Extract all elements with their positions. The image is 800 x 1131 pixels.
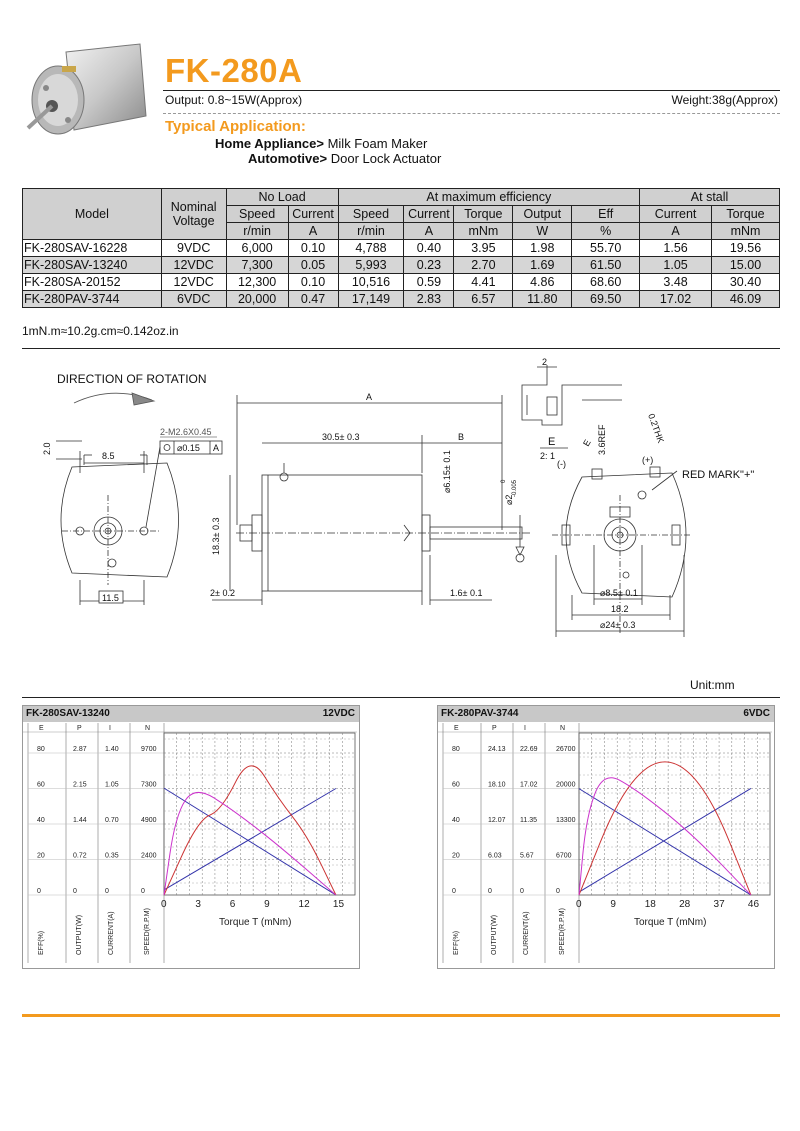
cell: 2.70 bbox=[454, 257, 513, 274]
cell: 0.59 bbox=[404, 274, 454, 291]
x-tick-label: 6 bbox=[229, 899, 236, 910]
cell: 2.83 bbox=[404, 291, 454, 308]
scale-value: 12.07 bbox=[488, 817, 506, 824]
scale-value: 6.03 bbox=[488, 852, 502, 860]
scale-value: 24.13 bbox=[488, 746, 506, 753]
th-sub: Current bbox=[640, 206, 712, 223]
scale-value: 0 bbox=[73, 888, 77, 895]
scale-value: 40 bbox=[37, 817, 45, 824]
plot-frame bbox=[164, 733, 355, 895]
cell: 1.56 bbox=[640, 240, 712, 257]
col-head: N bbox=[145, 725, 151, 732]
dim-b: B bbox=[458, 432, 465, 442]
application-home bbox=[215, 136, 427, 151]
dim-2-0: 2.0 bbox=[42, 442, 52, 455]
cell: 12VDC bbox=[161, 274, 226, 291]
th-unit: r/min bbox=[338, 223, 404, 240]
cell: 17,149 bbox=[338, 291, 404, 308]
x-axis-label: Torque T (mNm) bbox=[219, 917, 292, 928]
scale-value: 11.35 bbox=[520, 817, 537, 824]
series-eff-line bbox=[579, 778, 751, 895]
cell-model: FK-280SAV-13240 bbox=[23, 257, 162, 274]
cell: 61.50 bbox=[572, 257, 640, 274]
scale-value: 60 bbox=[452, 781, 460, 789]
x-tick-label: 18 bbox=[644, 899, 656, 910]
cell: 0.23 bbox=[404, 257, 454, 274]
series-output-w-line bbox=[164, 766, 336, 895]
th-unit: A bbox=[288, 223, 338, 240]
torque-conversion: 1mN.m≈10.2g.cm≈0.142oz.in bbox=[22, 324, 179, 338]
scale-value: 4900 bbox=[141, 817, 157, 824]
th-nominal: Nominal bbox=[170, 200, 217, 214]
scale-value: 0 bbox=[556, 888, 560, 895]
th-sub: Current bbox=[404, 206, 454, 223]
scale-value: 0.72 bbox=[73, 852, 87, 860]
table-row bbox=[23, 257, 780, 274]
cell: 46.09 bbox=[712, 291, 780, 308]
cell: 0.05 bbox=[288, 257, 338, 274]
end-view-left bbox=[61, 451, 179, 585]
col-head: I bbox=[524, 725, 526, 732]
x-axis-label: Torque T (mNm) bbox=[634, 917, 707, 928]
col-head: P bbox=[77, 725, 82, 732]
scale-value: 0.35 bbox=[105, 852, 119, 860]
x-tick-label: 37 bbox=[713, 899, 725, 910]
scale-value: 20000 bbox=[556, 781, 576, 789]
dim-shaft-tol-bot: -0.005 bbox=[512, 479, 518, 497]
th-unit: mNm bbox=[454, 223, 513, 240]
tol-datum: A bbox=[213, 443, 220, 453]
cell: 11.80 bbox=[513, 291, 572, 308]
scale-value: 7300 bbox=[141, 781, 157, 789]
cell: 15.00 bbox=[712, 257, 780, 274]
axis-label: EFF(%) bbox=[453, 930, 460, 955]
dim-8-5: 8.5 bbox=[102, 451, 115, 461]
col-head: E bbox=[454, 725, 459, 732]
dimension-drawing bbox=[22, 355, 780, 665]
unit-label: Unit:mm bbox=[690, 678, 735, 692]
scale-value: 0 bbox=[37, 888, 41, 895]
cell: 4.41 bbox=[454, 274, 513, 291]
output-spec: Output: 0.8~15W(Approx) bbox=[165, 93, 303, 107]
th-sub: Speed bbox=[226, 206, 288, 223]
cell: 0.47 bbox=[288, 291, 338, 308]
scale-value: 1.44 bbox=[73, 817, 87, 824]
cell: 6VDC bbox=[161, 291, 226, 308]
th-sub: Output bbox=[513, 206, 572, 223]
scale-value: 6700 bbox=[556, 852, 572, 860]
dim-2: 2 bbox=[542, 357, 548, 367]
cell: 1.69 bbox=[513, 257, 572, 274]
detail-e-mark: E bbox=[581, 437, 593, 448]
cell-model: FK-280SAV-16228 bbox=[23, 240, 162, 257]
col-head: N bbox=[560, 725, 566, 732]
x-tick-label: 12 bbox=[298, 899, 310, 910]
application-use: Door Lock Actuator bbox=[330, 151, 442, 166]
header-rule bbox=[163, 90, 780, 91]
graph-voltage: 12VDC bbox=[322, 708, 355, 719]
axis-label: SPEED(R.P.M) bbox=[144, 908, 151, 955]
col-head: P bbox=[492, 725, 497, 732]
cell-model: FK-280PAV-3744 bbox=[23, 291, 162, 308]
x-tick-label: 3 bbox=[195, 899, 201, 910]
scale-value: 0 bbox=[141, 888, 145, 895]
dim-18-2: 18.2 bbox=[611, 604, 629, 614]
application-category: Home Appliance> bbox=[215, 136, 324, 151]
scale-value: 2.87 bbox=[73, 746, 87, 753]
cell-model: FK-280SA-20152 bbox=[23, 274, 162, 291]
performance-graph bbox=[22, 705, 360, 969]
cell: 1.05 bbox=[640, 257, 712, 274]
detail-view-e bbox=[522, 365, 622, 425]
scale-value: 80 bbox=[37, 746, 45, 753]
application-use: Milk Foam Maker bbox=[327, 136, 428, 151]
performance-graph bbox=[437, 705, 775, 969]
x-tick-label: 9 bbox=[264, 899, 270, 910]
dim-2-02: 2± 0.2 bbox=[210, 588, 235, 598]
scale-value: 1.40 bbox=[105, 746, 119, 753]
section-rule bbox=[22, 697, 780, 698]
x-tick-label: 0 bbox=[576, 899, 582, 910]
scale-value: 13300 bbox=[556, 817, 576, 824]
th-unit: % bbox=[572, 223, 640, 240]
scale-value: 0 bbox=[452, 888, 456, 895]
th-sub: Speed bbox=[338, 206, 404, 223]
cell: 12VDC bbox=[161, 257, 226, 274]
cell: 6.57 bbox=[454, 291, 513, 308]
spec-table bbox=[22, 188, 780, 308]
th-nominal-voltage bbox=[161, 189, 226, 240]
graph-voltage: 6VDC bbox=[743, 708, 770, 719]
cell: 19.56 bbox=[712, 240, 780, 257]
graph-model: FK-280SAV-13240 bbox=[26, 708, 110, 719]
scale-value: 20 bbox=[37, 852, 45, 860]
terminal-plus: (+) bbox=[642, 455, 654, 465]
axis-label: EFF(%) bbox=[38, 930, 45, 955]
cell: 6,000 bbox=[226, 240, 288, 257]
cell: 20,000 bbox=[226, 291, 288, 308]
side-view bbox=[236, 463, 532, 591]
scale-value: 0 bbox=[520, 888, 524, 895]
ref-3-6: 3.6REF bbox=[597, 424, 607, 455]
screw-note: 2-M2.6X0.45 bbox=[160, 427, 212, 437]
dim-6-15: ⌀6.15± 0.1 bbox=[442, 450, 452, 493]
dim-shaft-tol-top: 0 bbox=[501, 479, 507, 483]
cell: 4.86 bbox=[513, 274, 572, 291]
cell: 7,300 bbox=[226, 257, 288, 274]
product-title: FK-280A bbox=[165, 52, 303, 89]
th-unit: A bbox=[640, 223, 712, 240]
x-tick-label: 0 bbox=[161, 899, 167, 910]
table-row bbox=[23, 274, 780, 291]
th-sub: Torque bbox=[454, 206, 513, 223]
graph-model: FK-280PAV-3744 bbox=[441, 708, 519, 719]
scale-value: 22.69 bbox=[520, 746, 538, 753]
detail-scale: 2: 1 bbox=[540, 451, 556, 461]
dim-1-6: 1.6± 0.1 bbox=[450, 588, 483, 598]
axis-label: SPEED(R.P.M) bbox=[559, 908, 566, 955]
graph-title-bar bbox=[23, 706, 359, 722]
dim-a: A bbox=[366, 392, 373, 402]
dim-30-5: 30.5± 0.3 bbox=[322, 432, 360, 442]
cell: 3.95 bbox=[454, 240, 513, 257]
axis-label: OUTPUT(W) bbox=[491, 914, 498, 955]
axis-label: OUTPUT(W) bbox=[76, 914, 83, 955]
footer-rule bbox=[22, 1014, 780, 1017]
th-sub: Current bbox=[288, 206, 338, 223]
th-no-load: No Load bbox=[226, 189, 338, 206]
axis-label: CURRENT(A) bbox=[108, 911, 115, 955]
scale-value: 60 bbox=[37, 781, 45, 789]
cell: 10,516 bbox=[338, 274, 404, 291]
cell: 17.02 bbox=[640, 291, 712, 308]
cell: 3.48 bbox=[640, 274, 712, 291]
dim-11-5: 11.5 bbox=[102, 593, 119, 603]
scale-value: 2400 bbox=[141, 852, 157, 860]
th-voltage: Voltage bbox=[172, 214, 215, 228]
weight-spec: Weight:38g(Approx) bbox=[671, 93, 778, 107]
thk-0-2: 0.2THK bbox=[646, 412, 666, 445]
cell: 1.98 bbox=[513, 240, 572, 257]
cell: 68.60 bbox=[572, 274, 640, 291]
scale-value: 40 bbox=[452, 817, 460, 824]
graph-canvas bbox=[438, 723, 774, 968]
scale-value: 26700 bbox=[556, 746, 576, 753]
cell: 0.40 bbox=[404, 240, 454, 257]
dim-18-3: 18.3± 0.3 bbox=[211, 517, 221, 555]
cell: 9VDC bbox=[161, 240, 226, 257]
scale-value: 1.05 bbox=[105, 781, 119, 789]
scale-value: 9700 bbox=[141, 746, 157, 753]
scale-value: 18.10 bbox=[488, 781, 506, 789]
scale-value: 20 bbox=[452, 852, 460, 860]
cell: 0.10 bbox=[288, 240, 338, 257]
direction-label: DIRECTION OF ROTATION bbox=[57, 372, 207, 386]
dim-8-5-right: ⌀8.5± 0.1 bbox=[600, 588, 638, 598]
red-mark-label: RED MARK"+" bbox=[682, 469, 755, 481]
cell: 4,788 bbox=[338, 240, 404, 257]
scale-value: 0 bbox=[105, 888, 109, 895]
detail-e-label: E bbox=[548, 436, 556, 448]
table-row bbox=[23, 291, 780, 308]
th-unit: W bbox=[513, 223, 572, 240]
tol-position: ⌀0.15 bbox=[177, 443, 200, 453]
cell: 5,993 bbox=[338, 257, 404, 274]
th-unit: A bbox=[404, 223, 454, 240]
col-head: E bbox=[39, 725, 44, 732]
cell: 0.10 bbox=[288, 274, 338, 291]
motor-photo bbox=[22, 42, 150, 146]
x-tick-label: 15 bbox=[332, 899, 345, 910]
x-tick-label: 28 bbox=[679, 899, 691, 910]
scale-value: 2.15 bbox=[73, 781, 87, 789]
col-head: I bbox=[109, 725, 111, 732]
application-category: Automotive> bbox=[248, 151, 328, 166]
cell: 12,300 bbox=[226, 274, 288, 291]
application-automotive bbox=[248, 151, 441, 166]
th-unit: r/min bbox=[226, 223, 288, 240]
scale-value: 17.02 bbox=[520, 781, 538, 789]
scale-value: 0 bbox=[488, 888, 492, 895]
cell: 30.40 bbox=[712, 274, 780, 291]
th-unit: mNm bbox=[712, 223, 780, 240]
scale-value: 5.67 bbox=[520, 852, 534, 860]
th-sub: Torque bbox=[712, 206, 780, 223]
th-stall: At stall bbox=[640, 189, 780, 206]
series-output-w-line bbox=[579, 762, 751, 895]
axis-label: CURRENT(A) bbox=[523, 911, 530, 955]
scale-value: 0.70 bbox=[105, 817, 119, 824]
th-model: Model bbox=[23, 189, 162, 240]
typical-application-label: Typical Application: bbox=[165, 118, 306, 135]
x-tick-label: 46 bbox=[747, 899, 760, 910]
terminal-minus: (-) bbox=[557, 459, 566, 469]
th-max-efficiency: At maximum efficiency bbox=[338, 189, 640, 206]
table-row bbox=[23, 240, 780, 257]
x-tick-label: 9 bbox=[610, 899, 616, 910]
dim-shaft: ⌀2 bbox=[504, 494, 514, 505]
graph-canvas bbox=[23, 723, 359, 968]
scale-value: 80 bbox=[452, 746, 460, 753]
cell: 69.50 bbox=[572, 291, 640, 308]
dashed-rule bbox=[163, 113, 780, 114]
cell: 55.70 bbox=[572, 240, 640, 257]
section-rule bbox=[22, 348, 780, 349]
dim-24: ⌀24± 0.3 bbox=[600, 620, 636, 630]
th-sub: Eff bbox=[572, 206, 640, 223]
graph-title-bar bbox=[438, 706, 774, 722]
